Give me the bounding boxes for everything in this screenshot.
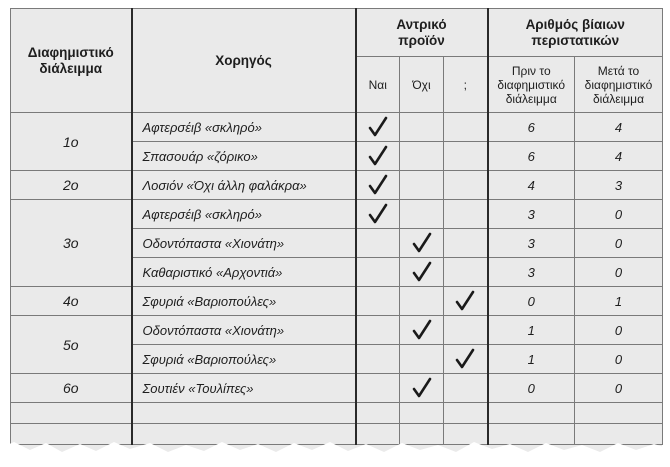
table-row bbox=[11, 171, 663, 200]
male-unknown-cell bbox=[444, 142, 488, 171]
male-yes-cell bbox=[356, 142, 400, 171]
blank-cell bbox=[11, 403, 132, 424]
male-no-cell bbox=[400, 113, 444, 142]
male-unknown-cell bbox=[444, 200, 488, 229]
male-unknown-cell bbox=[444, 287, 488, 316]
male-unknown-cell bbox=[444, 316, 488, 345]
table-row bbox=[11, 287, 663, 316]
check-icon bbox=[368, 116, 388, 138]
break-number: 6ο bbox=[11, 374, 132, 403]
before-count: 6 bbox=[488, 142, 575, 171]
after-count: 0 bbox=[575, 229, 663, 258]
blank-cell bbox=[400, 403, 444, 424]
male-yes-cell bbox=[356, 229, 400, 258]
check-icon bbox=[412, 377, 432, 399]
check-icon bbox=[455, 290, 475, 312]
check-icon bbox=[412, 232, 432, 254]
check-icon bbox=[412, 261, 432, 283]
after-count: 4 bbox=[575, 113, 663, 142]
header-break: Διαφημιστικό διάλειμμα bbox=[11, 9, 132, 113]
sponsor-cell: Καθαριστικό «Αρχοντιά» bbox=[132, 258, 356, 287]
after-count: 0 bbox=[575, 316, 663, 345]
male-no-cell bbox=[400, 374, 444, 403]
male-yes-cell bbox=[356, 200, 400, 229]
blank-cell bbox=[132, 403, 356, 424]
table-row bbox=[11, 113, 663, 142]
sponsor-cell: Αφτερσέιβ «σκληρό» bbox=[132, 200, 356, 229]
header-no: Όχι bbox=[400, 57, 444, 113]
break-number: 3ο bbox=[11, 200, 132, 287]
check-icon bbox=[412, 319, 432, 341]
before-count: 3 bbox=[488, 258, 575, 287]
sponsor-cell: Λοσιόν «Όχι άλλη φαλάκρα» bbox=[132, 171, 356, 200]
header-after: Μετά το διαφημιστικό διάλειμμα bbox=[575, 57, 663, 113]
header-yes: Ναι bbox=[356, 57, 400, 113]
before-count: 1 bbox=[488, 345, 575, 374]
after-count: 3 bbox=[575, 171, 663, 200]
blank-cell bbox=[488, 403, 575, 424]
before-count: 3 bbox=[488, 229, 575, 258]
header-male-product: Αντρικό προϊόν bbox=[356, 9, 488, 57]
break-number: 1ο bbox=[11, 113, 132, 171]
check-icon bbox=[455, 348, 475, 370]
after-count: 0 bbox=[575, 258, 663, 287]
male-no-cell bbox=[400, 229, 444, 258]
male-no-cell bbox=[400, 316, 444, 345]
male-no-cell bbox=[400, 142, 444, 171]
after-count: 4 bbox=[575, 142, 663, 171]
header-before: Πριν το διαφημιστικό διάλειμμα bbox=[488, 57, 575, 113]
torn-edge bbox=[0, 440, 670, 467]
male-no-cell bbox=[400, 287, 444, 316]
before-count: 0 bbox=[488, 287, 575, 316]
male-unknown-cell bbox=[444, 229, 488, 258]
male-yes-cell bbox=[356, 258, 400, 287]
before-count: 4 bbox=[488, 171, 575, 200]
sponsor-cell: Οδοντόπαστα «Χιονάτη» bbox=[132, 316, 356, 345]
sponsor-cell: Αφτερσέιβ «σκληρό» bbox=[132, 113, 356, 142]
after-count: 0 bbox=[575, 374, 663, 403]
incidents-table-container bbox=[10, 8, 662, 454]
after-count: 0 bbox=[575, 345, 663, 374]
male-unknown-cell bbox=[444, 171, 488, 200]
break-number: 5ο bbox=[11, 316, 132, 374]
check-icon bbox=[368, 145, 388, 167]
blank-cell bbox=[444, 403, 488, 424]
before-count: 0 bbox=[488, 374, 575, 403]
male-no-cell bbox=[400, 258, 444, 287]
male-unknown-cell bbox=[444, 258, 488, 287]
male-unknown-cell bbox=[444, 113, 488, 142]
male-yes-cell bbox=[356, 113, 400, 142]
table-row bbox=[11, 200, 663, 229]
after-count: 0 bbox=[575, 200, 663, 229]
sponsor-cell: Οδοντόπαστα «Χιονάτη» bbox=[132, 229, 356, 258]
blank-row bbox=[11, 403, 663, 424]
before-count: 3 bbox=[488, 200, 575, 229]
sponsor-cell: Σφυριά «Βαριοπούλες» bbox=[132, 345, 356, 374]
before-count: 6 bbox=[488, 113, 575, 142]
incidents-table bbox=[10, 8, 663, 445]
blank-cell bbox=[575, 403, 663, 424]
check-icon bbox=[368, 174, 388, 196]
before-count: 1 bbox=[488, 316, 575, 345]
after-count: 1 bbox=[575, 287, 663, 316]
break-number: 4ο bbox=[11, 287, 132, 316]
header-incidents: Αριθμός βίαιων περιστατικών bbox=[488, 9, 663, 57]
sponsor-cell: Σπασουάρ «ζόρικο» bbox=[132, 142, 356, 171]
sponsor-cell: Σφυριά «Βαριοπούλες» bbox=[132, 287, 356, 316]
male-unknown-cell bbox=[444, 345, 488, 374]
male-yes-cell bbox=[356, 374, 400, 403]
header-sponsor: Χορηγός bbox=[132, 9, 356, 113]
table-row bbox=[11, 374, 663, 403]
male-no-cell bbox=[400, 345, 444, 374]
blank-cell bbox=[356, 403, 400, 424]
break-number: 2ο bbox=[11, 171, 132, 200]
male-unknown-cell bbox=[444, 374, 488, 403]
male-no-cell bbox=[400, 171, 444, 200]
check-icon bbox=[368, 203, 388, 225]
male-no-cell bbox=[400, 200, 444, 229]
male-yes-cell bbox=[356, 287, 400, 316]
male-yes-cell bbox=[356, 345, 400, 374]
header-unknown: ; bbox=[444, 57, 488, 113]
male-yes-cell bbox=[356, 316, 400, 345]
table-row bbox=[11, 316, 663, 345]
sponsor-cell: Σουτιέν «Τουλίπες» bbox=[132, 374, 356, 403]
male-yes-cell bbox=[356, 171, 400, 200]
